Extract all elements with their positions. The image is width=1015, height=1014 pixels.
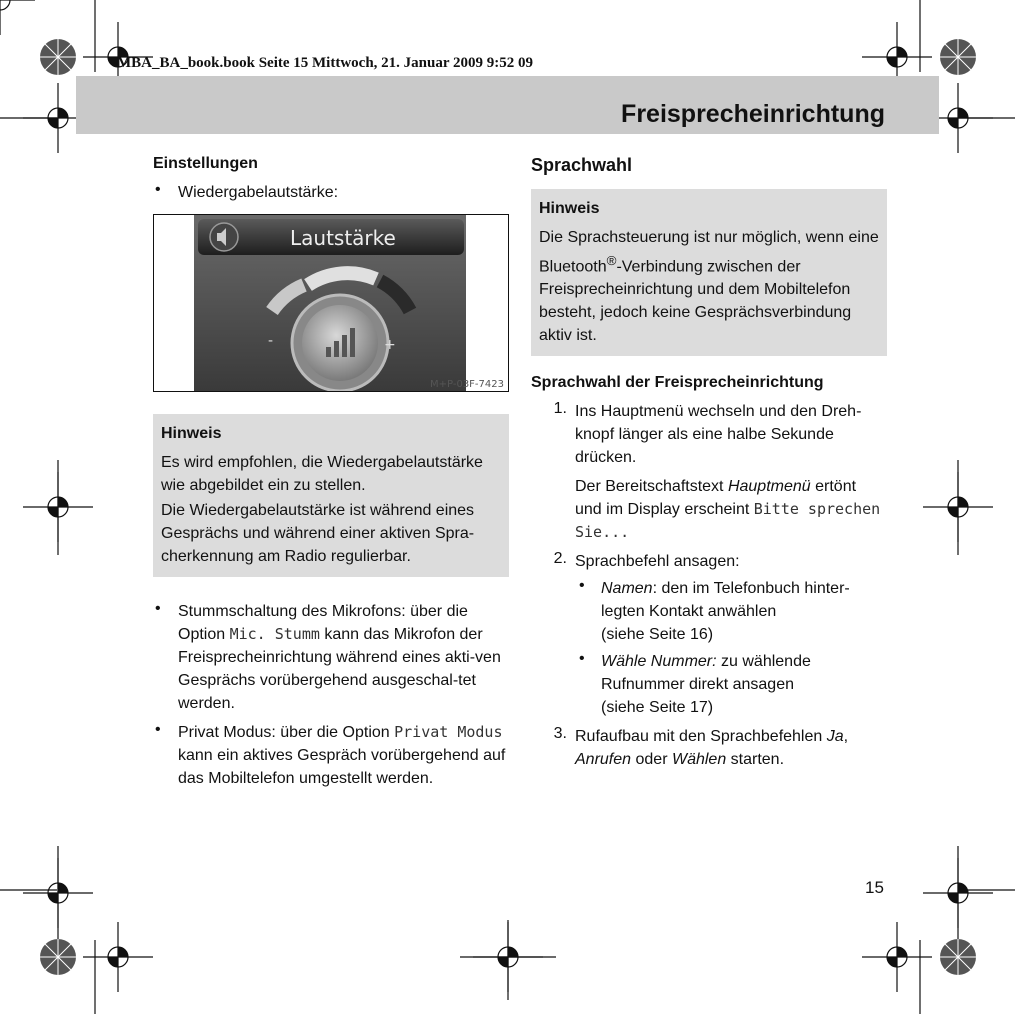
page-number: 15 [865,878,884,897]
subheading: Sprachwahl der Freisprecheinrichtung [531,374,824,392]
note-text: Es wird empfohlen, die Wiedergabelautstärke wie abgebildet ein zu stellen. [161,454,483,494]
bullet-icon: • [155,181,161,198]
page-title: Freisprecheinrichtung [621,100,885,128]
option-code: Privat Modus [394,723,503,741]
note-text: Die Wiedergabelautstärke ist während eines Gesprächs und während einer aktiven Spra-cherkennung am Radio regulierbar. [161,502,475,565]
option-code: Mic. Stumm [229,625,320,643]
right-column [531,155,887,771]
note-box [153,414,509,577]
print-info: MBA_BA_book.book Seite 15 Mittwoch, 21. Januar 2009 9:52 09 [117,55,533,71]
section-heading-sprachwahl: Sprachwahl [531,155,633,175]
step-item: 2. Sprachbefehl ansagen: [553,550,740,571]
volume-screen-image [153,214,509,392]
note-box [531,189,887,356]
note-text: Die Sprachsteuerung ist nur möglich, wenn eine Bluetooth®-Verbindung zwischen der Freisprecheinrichtung und dem Mobiltelefon besteht, jedoch keine Gesprächsverbindung aktiv ist. [539,229,879,345]
image-code: M+P-03F-7423 [430,379,504,390]
sub-list-item: • Wähle Nummer: zu wählende Rufnummer direkt ansagen (siehe Seite 17) [579,650,887,719]
volume-display [154,215,508,391]
sub-list-item: • Namen: den im Telefonbuch hinter-legten Kontakt anwählen (siehe Seite 16) [579,577,887,646]
list-item: • Stummschaltung des Mikrofons: über die Option Mic. Stumm kann das Mikrofon der Freisprecheinrichtung während eines akti-ven Gesprächs vorübergehend ausgeschal-tet werden. [153,600,509,715]
step-result: Der Bereitschaftstext Hauptmenü ertönt und im Display erscheint Bitte sprechen Sie... [575,478,881,542]
bullet-icon: • [155,600,161,617]
left-column [153,155,509,790]
note-title: Hinweis [161,425,222,442]
step-item: 3. Rufaufbau mit den Sprachbefehlen Ja, Anrufen oder Wählen starten. [553,725,849,769]
note-title: Hinweis [539,200,600,217]
screen-title: Lautstärke [290,226,396,250]
list-item: • Privat Modus: über die Option Privat Modus kann ein aktives Gespräch vorübergehend auf das Mobiltelefon umgestellt werden. [153,721,509,790]
step-item: 1. Ins Hauptmenü wechseln und den Dreh-knopf länger als eine halbe Sekunde drücken. [553,400,862,467]
header-band [76,76,939,134]
list-item: • Wiedergabelautstärke: [153,181,509,204]
plus-label: + [384,337,396,353]
bullet-icon: • [579,577,585,595]
bullet-icon: • [155,721,161,738]
section-heading-einstellungen: Einstellungen [153,155,258,172]
display-text: Bitte sprechen Sie... [575,500,881,542]
minus-label: - [268,333,274,349]
bullet-icon: • [579,650,585,668]
